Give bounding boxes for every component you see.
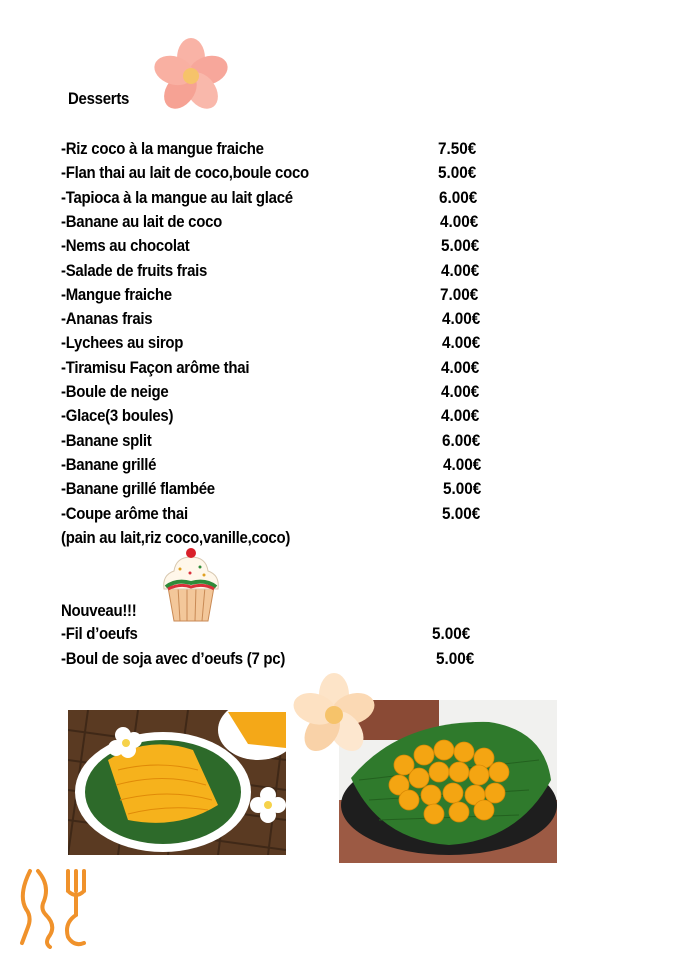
menu-item-name: -Banane au lait de coco bbox=[61, 211, 223, 231]
menu-item-name: -Ananas frais bbox=[61, 309, 153, 329]
menu-item-price: 4.00€ bbox=[440, 211, 479, 231]
section-title: Desserts bbox=[68, 89, 130, 108]
nouveau-item-price: 5.00€ bbox=[436, 648, 475, 668]
frangipani-flower-icon bbox=[150, 36, 232, 116]
menu-item-name: -Salade de fruits frais bbox=[61, 260, 208, 280]
menu-item-price: 5.00€ bbox=[442, 503, 481, 523]
menu-item-price: 4.00€ bbox=[443, 454, 482, 474]
menu-item-name: -Riz coco à la mangue fraiche bbox=[61, 139, 264, 158]
menu-item-name: -Mangue fraiche bbox=[61, 284, 172, 304]
cupcake-icon bbox=[160, 545, 222, 625]
menu-item-price: 7.50€ bbox=[438, 139, 477, 158]
menu-item-price: 5.00€ bbox=[441, 236, 480, 256]
menu-item-name: -Coupe arôme thai bbox=[61, 503, 188, 523]
menu-item-name: -Tiramisu Façon arôme thai bbox=[61, 357, 250, 377]
menu-item-name: -Banane grillé bbox=[61, 454, 157, 474]
menu-item-price: 5.00€ bbox=[443, 479, 482, 499]
menu-item-price: 7.00€ bbox=[440, 284, 479, 304]
nouveau-item-name: -Boul de soja avec d’oeufs (7 pc) bbox=[61, 648, 286, 668]
menu-item-price: 4.00€ bbox=[441, 357, 480, 377]
menu-item-price: 4.00€ bbox=[442, 309, 481, 329]
menu-item-name: -Banane split bbox=[61, 430, 152, 450]
menu-item-name: -Glace(3 boules) bbox=[61, 406, 174, 426]
coupe-note: (pain au lait,riz coco,vanille,coco) bbox=[61, 528, 291, 547]
menu-item-price: 4.00€ bbox=[442, 333, 481, 353]
menu-item-name: -Boule de neige bbox=[61, 382, 169, 401]
fil-doeufs-photo bbox=[68, 710, 286, 855]
menu-item-price: 6.00€ bbox=[442, 430, 481, 450]
nouveau-item-price: 5.00€ bbox=[432, 624, 471, 643]
nouveau-item-name: -Fil d’oeufs bbox=[61, 624, 138, 643]
frangipani-flower-icon bbox=[288, 670, 380, 760]
menu-item-price: 4.00€ bbox=[441, 260, 480, 280]
menu-item-price: 6.00€ bbox=[439, 187, 478, 207]
menu-item-name: -Nems au chocolat bbox=[61, 236, 190, 256]
menu-item-price: 5.00€ bbox=[438, 163, 477, 183]
menu-item-price: 4.00€ bbox=[441, 382, 480, 401]
menu-item-name: -Tapioca à la mangue au lait glacé bbox=[61, 187, 293, 207]
menu-item-name: -Lychees au sirop bbox=[61, 333, 184, 353]
menu-item-name: -Flan thai au lait de coco,boule coco bbox=[61, 163, 309, 183]
nouveau-title: Nouveau!!! bbox=[61, 601, 137, 620]
menu-item-name: -Banane grillé flambée bbox=[61, 479, 215, 499]
fork-spoon-logo-icon bbox=[16, 865, 90, 949]
menu-item-price: 4.00€ bbox=[441, 406, 480, 426]
